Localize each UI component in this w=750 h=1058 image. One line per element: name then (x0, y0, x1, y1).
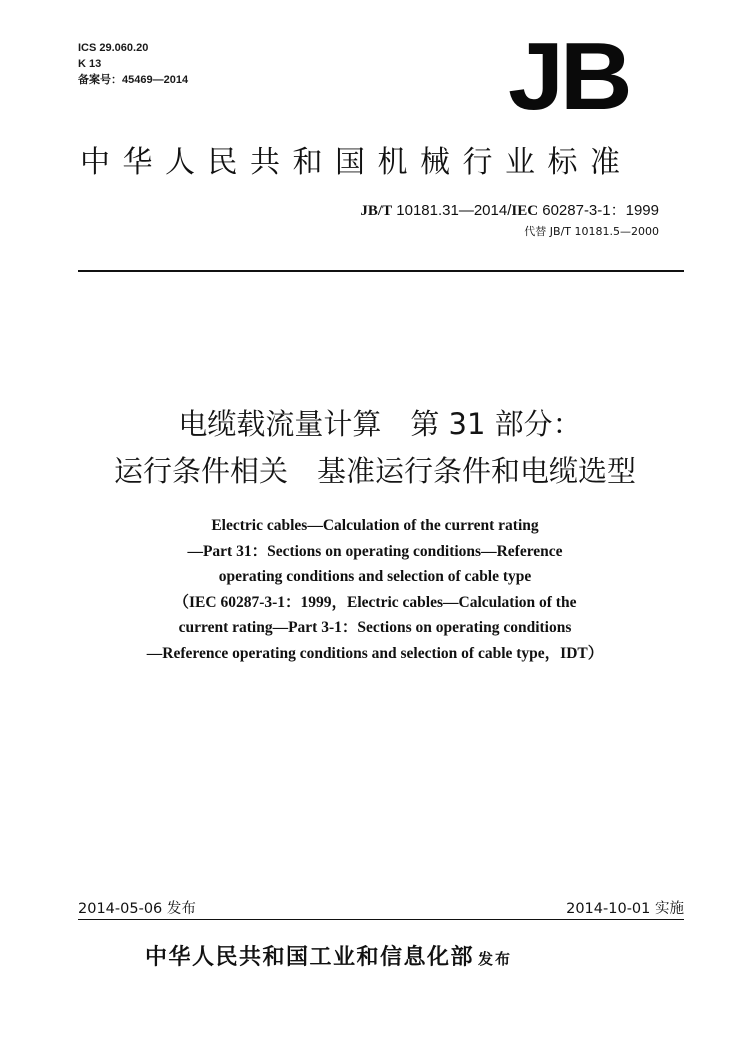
english-title-line: —Part 31：Sections on operating conditions—Reference (187, 542, 563, 560)
implementation-date: 2014-10-01 实施 (566, 901, 684, 917)
publisher (145, 942, 512, 975)
classification-block (78, 40, 188, 88)
category-code: K 13 (78, 58, 102, 70)
english-title-line: （IEC 60287-3-1：1999，Electric cables—Calculation of the (173, 593, 577, 611)
english-title-line: Electric cables—Calculation of the current rating (211, 517, 539, 534)
issue-date: 2014-05-06 发布 (78, 901, 196, 917)
footer-divider (78, 919, 684, 920)
english-title (0, 513, 750, 666)
iec-prefix: IEC (511, 203, 539, 219)
chinese-title-line-2: 运行条件相关 基准运行条件和电缆选型 (113, 454, 636, 488)
publisher-name: 中华人民共和国工业和信息化部 (145, 945, 475, 970)
publisher-suffix: 发布 (478, 950, 513, 968)
replaces-standard: 代替 JB/T 10181.5—2000 (524, 225, 659, 238)
english-title-line: current rating—Part 3-1：Sections on operating conditions (178, 619, 572, 636)
iec-number: 60287-3-1：1999 (538, 202, 659, 219)
english-title-line: operating conditions and selection of cable type (218, 568, 532, 585)
english-title-line: —Reference operating conditions and selection of cable type，IDT） (146, 644, 604, 662)
standard-number (360, 202, 659, 220)
ics-code: ICS 29.060.20 (78, 42, 149, 54)
standard-number-rest: 10181.31—2014/ (392, 202, 512, 219)
jb-logo: JB (508, 23, 629, 130)
header-divider (78, 270, 684, 272)
industry-standard-title: 中华人民共和国机械行业标准 (80, 145, 633, 180)
record-number: 备案号：45469—2014 (78, 74, 189, 86)
standard-prefix: JB/T (360, 203, 393, 219)
chinese-title-line-1: 电缆载流量计算 第 31 部分： (178, 407, 582, 441)
